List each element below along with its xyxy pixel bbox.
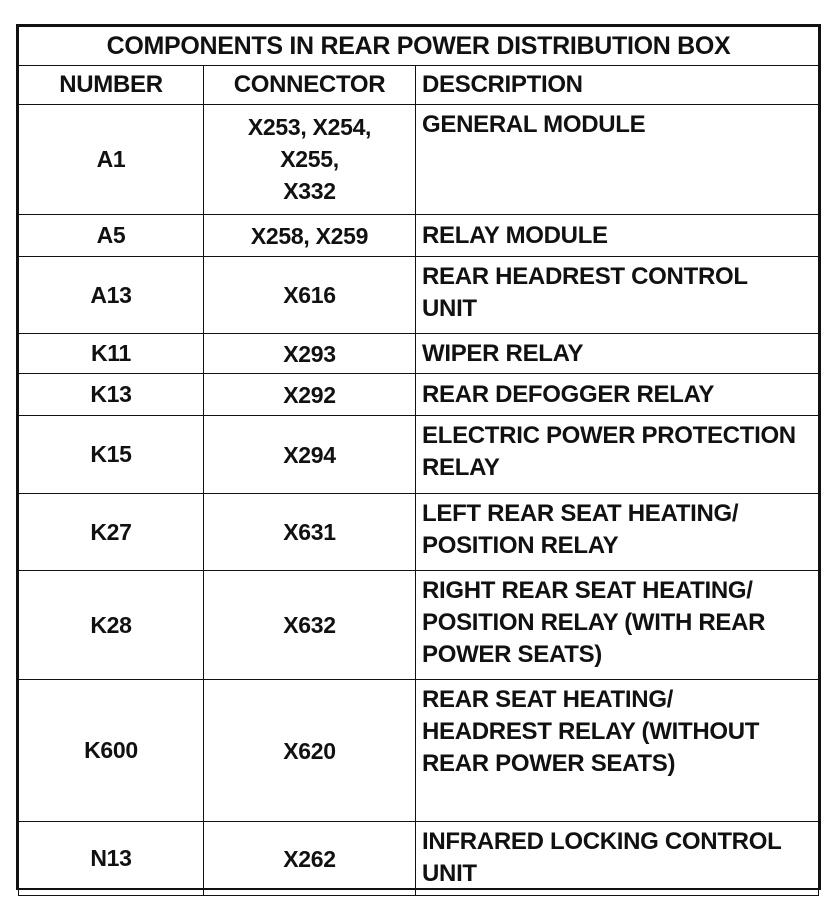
component-number: A1 [19, 105, 204, 215]
table-row [19, 822, 819, 896]
component-description: REAR HEADREST CONTROL UNIT [416, 257, 819, 334]
column-header-row [19, 66, 819, 105]
component-connector: X253, X254, X255, X332 [204, 105, 416, 215]
component-description: ELECTRIC POWER PROTECTION RELAY [416, 416, 819, 494]
component-number: K600 [19, 680, 204, 822]
column-header-description: DESCRIPTION [416, 66, 819, 105]
component-number: A5 [19, 215, 204, 257]
table-row [19, 571, 819, 680]
table-row [19, 105, 819, 215]
component-description: GENERAL MODULE [416, 105, 819, 215]
column-header-connector: CONNECTOR [204, 66, 416, 105]
table-row [19, 416, 819, 494]
component-description: REAR SEAT HEATING/ HEADREST RELAY (WITHOUT REAR POWER SEATS) [416, 680, 819, 822]
table-head [19, 27, 819, 105]
table-row [19, 494, 819, 571]
component-connector: X631 [204, 494, 416, 571]
table-row [19, 374, 819, 416]
component-number: K11 [19, 334, 204, 374]
component-connector: X292 [204, 374, 416, 416]
component-connector: X258, X259 [204, 215, 416, 257]
component-number: K27 [19, 494, 204, 571]
component-number: K15 [19, 416, 204, 494]
table-row [19, 257, 819, 334]
component-description: LEFT REAR SEAT HEATING/ POSITION RELAY [416, 494, 819, 571]
table-title: COMPONENTS IN REAR POWER DISTRIBUTION BOX [19, 27, 819, 66]
component-number: N13 [19, 822, 204, 896]
table-row [19, 334, 819, 374]
component-description: RELAY MODULE [416, 215, 819, 257]
table-title-row [19, 27, 819, 66]
component-description: RIGHT REAR SEAT HEATING/ POSITION RELAY (WITH REAR POWER SEATS) [416, 571, 819, 680]
components-table [18, 26, 819, 896]
component-number: A13 [19, 257, 204, 334]
table-row [19, 215, 819, 257]
component-connector: X293 [204, 334, 416, 374]
component-number: K13 [19, 374, 204, 416]
component-description: WIPER RELAY [416, 334, 819, 374]
component-connector: X616 [204, 257, 416, 334]
column-header-number: NUMBER [19, 66, 204, 105]
component-connector: X262 [204, 822, 416, 896]
component-connector: X620 [204, 680, 416, 822]
component-connector: X632 [204, 571, 416, 680]
component-description: REAR DEFOGGER RELAY [416, 374, 819, 416]
components-table-frame [16, 24, 821, 890]
table-row [19, 680, 819, 822]
component-description: INFRARED LOCKING CONTROL UNIT [416, 822, 819, 896]
component-number: K28 [19, 571, 204, 680]
table-body [19, 105, 819, 896]
component-connector: X294 [204, 416, 416, 494]
